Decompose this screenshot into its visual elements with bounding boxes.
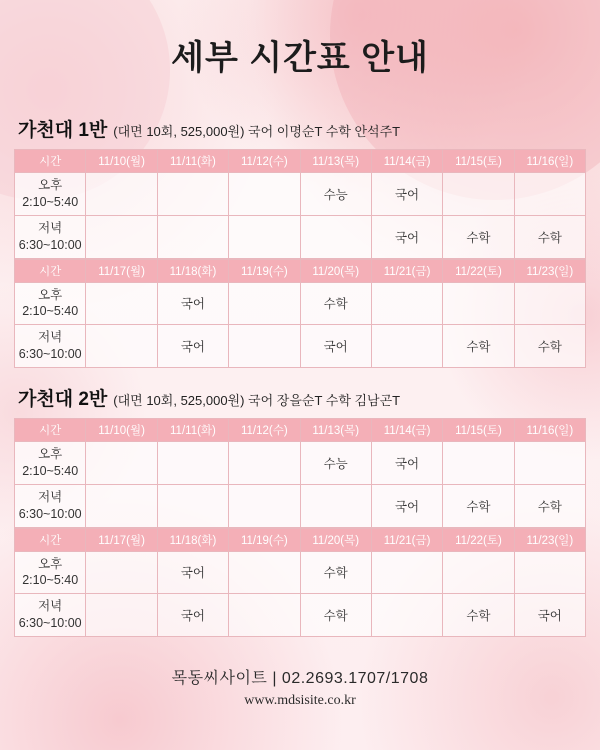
col-header-date: 11/12(수): [229, 150, 300, 173]
footer-contact: 목동씨사이트 | 02.2693.1707/1708: [171, 670, 429, 687]
slot-cell: 수학: [514, 215, 585, 258]
time-label-top: 오후: [38, 556, 63, 571]
slot-cell: [300, 215, 371, 258]
slot-cell: 수학: [300, 594, 371, 637]
slot-cell: [229, 325, 300, 368]
slot-cell: 수학: [300, 282, 371, 325]
col-header-date: 11/16(일): [514, 419, 585, 442]
schedule-table-2a: [14, 418, 586, 528]
col-header-time: 시간: [15, 259, 86, 282]
slot-cell: [86, 215, 157, 258]
col-header-time: 시간: [15, 528, 86, 551]
table-row: [15, 551, 586, 594]
slot-cell: 국어: [371, 484, 442, 527]
slot-cell: [371, 594, 442, 637]
slot-cell: [371, 325, 442, 368]
col-header-date: 11/13(목): [300, 150, 371, 173]
col-header-time: 시간: [15, 419, 86, 442]
time-label-top: 저녁: [38, 220, 63, 235]
time-label-top: 저녁: [38, 599, 63, 614]
slot-cell: [300, 484, 371, 527]
time-cell: [15, 551, 86, 594]
slot-cell: [443, 173, 514, 216]
slot-cell: [371, 551, 442, 594]
class-header-2: [14, 374, 586, 418]
col-header-date: 11/22(토): [443, 528, 514, 551]
col-header-date: 11/12(수): [229, 419, 300, 442]
time-cell: [15, 484, 86, 527]
page-title: 세부 시간표 안내: [171, 39, 429, 77]
class-section-1: [14, 105, 586, 368]
table-row: [15, 215, 586, 258]
slot-cell: [514, 442, 585, 485]
table-row: [15, 173, 586, 216]
col-header-date: 11/20(목): [300, 528, 371, 551]
slot-cell: [371, 282, 442, 325]
slot-cell: 수학: [514, 484, 585, 527]
class-name: 가천대 1반: [18, 120, 108, 141]
slot-cell: 수학: [443, 325, 514, 368]
time-label-bottom: 6:30~10:00: [18, 506, 82, 521]
class-meta: (대면 10회, 525,000원) 국어 장을순T 수학 김남곤T: [113, 393, 401, 408]
slot-cell: [157, 173, 228, 216]
slot-cell-exam: 수능: [300, 173, 371, 216]
class-name: 가천대 2반: [18, 389, 108, 410]
time-label-bottom: 6:30~10:00: [18, 616, 82, 631]
slot-cell: 국어: [371, 215, 442, 258]
time-label-bottom: 6:30~10:00: [18, 237, 82, 252]
table-header-row: [15, 419, 586, 442]
col-header-date: 11/16(일): [514, 150, 585, 173]
col-header-date: 11/18(화): [157, 259, 228, 282]
slot-cell: [229, 442, 300, 485]
col-header-date: 11/23(일): [514, 528, 585, 551]
table-header-row: [15, 528, 586, 551]
slot-cell: 국어: [371, 442, 442, 485]
schedule-table-1b: [14, 259, 586, 369]
slot-cell: [157, 215, 228, 258]
time-cell: [15, 442, 86, 485]
class-meta: (대면 10회, 525,000원) 국어 이명순T 수학 안석주T: [113, 124, 401, 139]
time-label-top: 오후: [38, 447, 63, 461]
table-row: [15, 325, 586, 368]
time-cell: [15, 325, 86, 368]
slot-cell: [86, 442, 157, 485]
time-label-bottom: 6:30~10:00: [18, 347, 82, 362]
schedule-table-1a: [14, 149, 586, 259]
col-header-date: 11/19(수): [229, 528, 300, 551]
col-header-date: 11/14(금): [371, 150, 442, 173]
col-header-date: 11/22(토): [443, 259, 514, 282]
slot-cell: [229, 484, 300, 527]
col-header-date: 11/15(토): [443, 419, 514, 442]
slot-cell: [514, 551, 585, 594]
slot-cell-exam: 수능: [300, 442, 371, 485]
time-cell: [15, 215, 86, 258]
time-label-bottom: 2:10~5:40: [22, 573, 79, 588]
table-row: [15, 484, 586, 527]
col-header-date: 11/10(월): [86, 419, 157, 442]
slot-cell: [229, 282, 300, 325]
table-header-row: [15, 150, 586, 173]
schedule-table-2b: [14, 528, 586, 638]
slot-cell: [86, 173, 157, 216]
slot-cell: 수학: [443, 594, 514, 637]
time-label-top: 오후: [38, 287, 63, 302]
time-label-bottom: 2:10~5:40: [22, 463, 79, 478]
col-header-date: 11/11(화): [157, 419, 228, 442]
col-header-date: 11/14(금): [371, 419, 442, 442]
table-row: [15, 282, 586, 325]
col-header-date: 11/23(일): [514, 259, 585, 282]
col-header-date: 11/21(금): [371, 528, 442, 551]
slot-cell: [157, 442, 228, 485]
col-header-date: 11/15(토): [443, 150, 514, 173]
time-cell: [15, 282, 86, 325]
col-header-date: 11/11(화): [157, 150, 228, 173]
time-label-top: 저녁: [38, 330, 63, 345]
time-label-bottom: 2:10~5:40: [22, 194, 79, 209]
slot-cell: 국어: [157, 282, 228, 325]
slot-cell: [157, 484, 228, 527]
slot-cell: 국어: [514, 594, 585, 637]
footer: [14, 643, 586, 709]
slot-cell: [86, 594, 157, 637]
time-label-top: 저녁: [38, 489, 63, 504]
col-header-date: 11/17(월): [86, 259, 157, 282]
slot-cell: [86, 551, 157, 594]
slot-cell: [229, 551, 300, 594]
class-section-2: [14, 374, 586, 637]
slot-cell: [443, 442, 514, 485]
col-header-date: 11/20(목): [300, 259, 371, 282]
slot-cell: 수학: [300, 551, 371, 594]
slot-cell: 국어: [300, 325, 371, 368]
slot-cell: [443, 282, 514, 325]
col-header-date: 11/18(화): [157, 528, 228, 551]
time-label-top: 오후: [38, 178, 63, 192]
slot-cell: [86, 282, 157, 325]
col-header-date: 11/19(수): [229, 259, 300, 282]
slot-cell: 수학: [514, 325, 585, 368]
footer-website: www.mdsisite.co.kr: [244, 693, 356, 708]
slot-cell: 국어: [157, 325, 228, 368]
slot-cell: [514, 282, 585, 325]
slot-cell: [229, 173, 300, 216]
table-row: [15, 442, 586, 485]
slot-cell: [86, 325, 157, 368]
table-row: [15, 594, 586, 637]
slot-cell: [443, 551, 514, 594]
col-header-date: 11/17(월): [86, 528, 157, 551]
slot-cell: 국어: [157, 551, 228, 594]
col-header-date: 11/10(월): [86, 150, 157, 173]
table-header-row: [15, 259, 586, 282]
slot-cell: 수학: [443, 484, 514, 527]
class-header-1: [14, 105, 586, 149]
col-header-time: 시간: [15, 150, 86, 173]
slot-cell: 국어: [157, 594, 228, 637]
col-header-date: 11/21(금): [371, 259, 442, 282]
slot-cell: 수학: [443, 215, 514, 258]
col-header-date: 11/13(목): [300, 419, 371, 442]
time-label-bottom: 2:10~5:40: [22, 304, 79, 319]
slot-cell: [229, 594, 300, 637]
time-cell: [15, 173, 86, 216]
slot-cell: [514, 173, 585, 216]
slot-cell: 국어: [371, 173, 442, 216]
slot-cell: [86, 484, 157, 527]
time-cell: [15, 594, 86, 637]
slot-cell: [229, 215, 300, 258]
